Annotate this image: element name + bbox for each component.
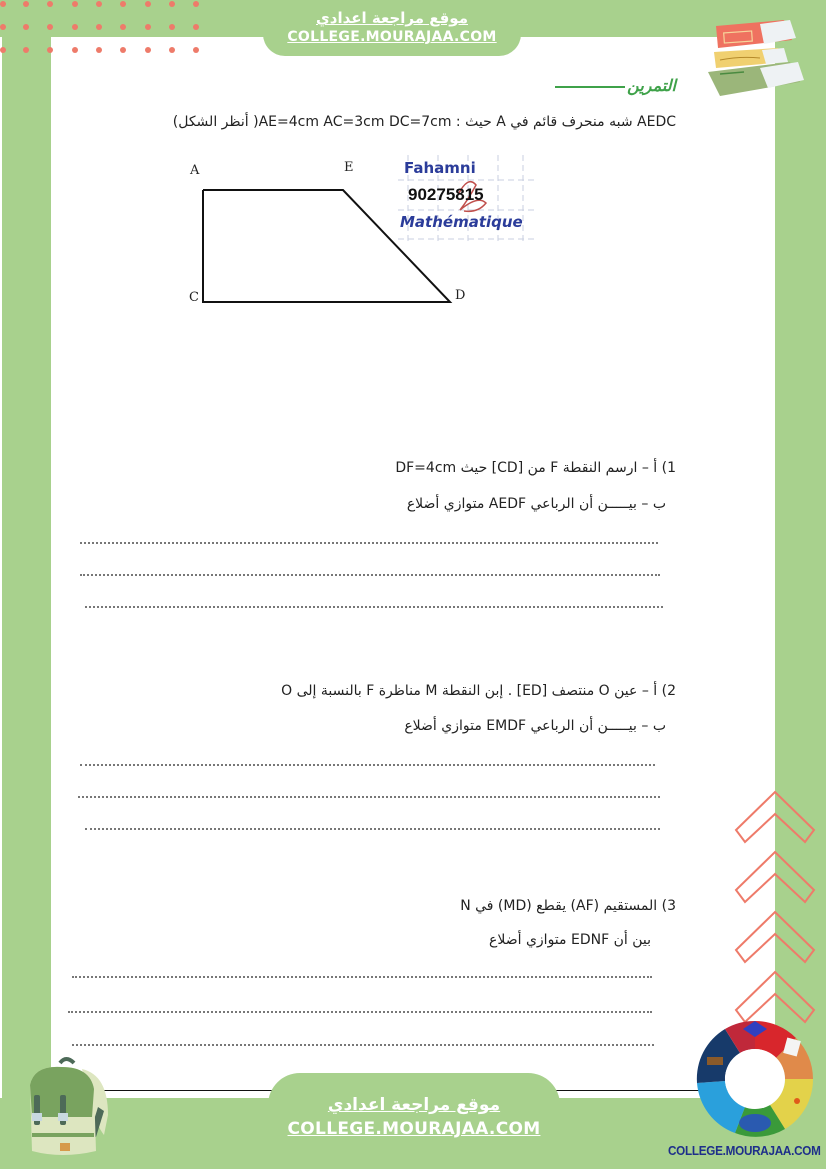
chevron-up-decorations — [730, 790, 826, 1030]
point-label-d: D — [455, 288, 466, 303]
footer-site-url[interactable]: COLLEGE.MOURAJAA.COM — [287, 1119, 541, 1139]
backpack-icon — [12, 1055, 112, 1155]
fahamni-watermark — [398, 155, 534, 245]
question-3-part-b: بين أن EDNF متوازي أضلاع — [489, 932, 651, 948]
answer-line-3-3[interactable] — [72, 1044, 654, 1046]
header-site-url[interactable]: COLLEGE.MOURAJAA.COM — [287, 29, 497, 45]
watermark-phone: 90275815 — [408, 185, 484, 204]
footer-banner[interactable] — [268, 1073, 560, 1169]
point-label-e: E — [344, 160, 354, 175]
answer-line-3-2[interactable] — [68, 1011, 652, 1013]
books-stack-icon — [700, 10, 810, 100]
answer-line-2-1[interactable] — [80, 764, 655, 766]
exercise-statement: AEDC شبه منحرف قائم في A حيث : AE=4cm AC=3cm DC=7cm( أنظر الشكل) — [172, 114, 676, 130]
footer-site-name[interactable]: موقع مراجعة اعدادي — [327, 1095, 501, 1115]
point-label-a: A — [190, 163, 200, 178]
header-banner[interactable] — [263, 0, 521, 56]
exercise-title — [553, 76, 676, 95]
logo-caption[interactable]: COLLEGE.MOURAJAA.COM — [668, 1143, 821, 1158]
answer-line-3-1[interactable] — [72, 976, 652, 978]
question-2-part-b: ب – بيـــــن أن الرباعي EMDF متوازي أضلاع — [404, 718, 666, 734]
answer-line-2-3[interactable] — [85, 828, 660, 830]
answer-line-1-3[interactable] — [85, 606, 663, 608]
watermark-line3: Mathématique — [400, 213, 523, 231]
question-1-part-a: 1) أ – ارسم النقطة F من [CD] حيث DF=4cm — [395, 460, 676, 476]
title-underline-dash — [555, 86, 625, 88]
frame-left-band — [2, 0, 51, 1169]
point-label-c: C — [189, 290, 199, 305]
question-2-part-a: 2) أ – عين O منتصف [ED] . إبن النقطة M مناظرة F بالنسبة إلى O — [281, 683, 676, 699]
question-3-part-a: 3) المستقيم (AF) يقطع (MD) في N — [460, 898, 676, 914]
question-1-part-b: ب – بيـــــن أن الرباعي AEDF متوازي أضلاع — [406, 496, 666, 512]
answer-line-1-2[interactable] — [80, 574, 660, 576]
header-site-name[interactable]: موقع مراجعة اعدادي — [316, 9, 468, 27]
exercise-title-text: التمرين — [627, 76, 676, 95]
answer-line-2-2[interactable] — [78, 796, 660, 798]
answer-line-1-1[interactable] — [80, 542, 658, 544]
watermark-line1: Fahamni — [404, 159, 476, 177]
college-mourajaa-logo-icon[interactable] — [694, 1018, 816, 1140]
